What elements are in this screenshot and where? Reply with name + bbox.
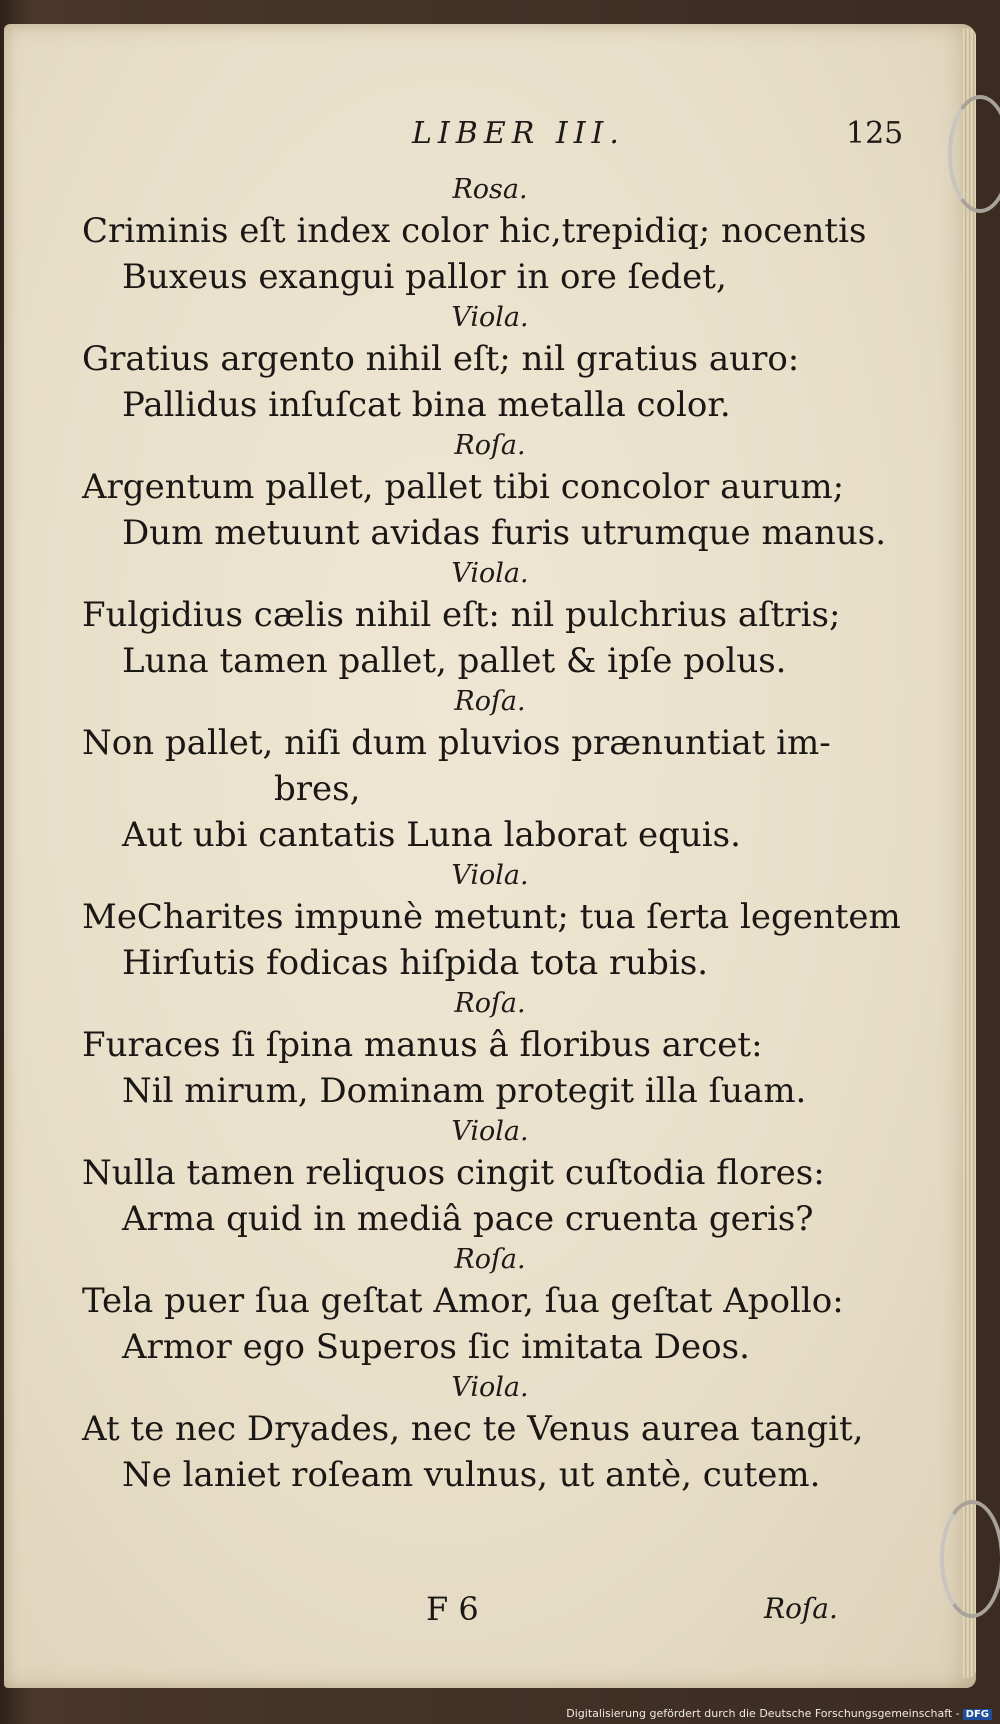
page-number: 125 (846, 116, 904, 151)
speaker-label: Viola. (451, 1116, 529, 1147)
page-edge (962, 28, 976, 1678)
book-page (4, 24, 976, 1688)
stanza-2 (4, 300, 976, 428)
verse-line: Tela puer ſua geſtat Amor, ſua geſtat Apollo: (82, 1281, 844, 1321)
verse-line: Luna tamen pallet, pallet & ipſe polus. (122, 641, 787, 681)
verse-line: Nil mirum, Dominam protegit illa ſuam. (122, 1071, 807, 1111)
verse-line: Fulgidius cælis nihil eſt: nil pulchrius aſtris; (82, 595, 841, 635)
stanza-8 (4, 1114, 976, 1242)
stanza-9 (4, 1242, 976, 1370)
stanza-4 (4, 556, 976, 684)
binding-clasp-bottom (940, 1500, 1000, 1618)
stanza-5 (4, 684, 976, 858)
speaker-label: Viola. (451, 558, 529, 589)
verse-line: Gratius argento nihil eſt; nil gratius auro: (82, 339, 800, 379)
catchword: Roſa. (764, 1592, 838, 1625)
speaker-label: Viola. (451, 860, 529, 891)
verse-line: Ne laniet roſeam vulnus, ut antè, cutem. (122, 1455, 821, 1495)
verse-line: At te nec Dryades, nec te Venus aurea tangit, (82, 1409, 864, 1449)
poem-text (4, 172, 976, 1498)
speaker-label: Viola. (451, 302, 529, 333)
verse-line-continuation: bres, (274, 769, 361, 809)
page-header (4, 116, 976, 156)
digitization-credit (566, 1707, 992, 1720)
speaker-label: Roſa. (454, 988, 526, 1019)
stanza-1 (4, 172, 976, 300)
running-title: LIBER III. (412, 116, 625, 151)
verse-line: MeCharites impunè metunt; tua ſerta legentem (82, 897, 901, 937)
verse-line: Nulla tamen reliquos cingit cuſtodia flores: (82, 1153, 825, 1193)
verse-line: Furaces ſi ſpina manus â floribus arcet: (82, 1025, 763, 1065)
speaker-label: Roſa. (454, 686, 526, 717)
verse-line: Argentum pallet, pallet tibi concolor aurum; (82, 467, 845, 507)
speaker-label: Roſa. (454, 1244, 526, 1275)
verse-line: Aut ubi cantatis Luna laborat equis. (122, 815, 741, 855)
speaker-label: Rosa. (452, 174, 528, 205)
stanza-10 (4, 1370, 976, 1498)
speaker-label: Roſa. (454, 430, 526, 461)
credit-text: Digitalisierung gefördert durch die Deutsche Forschungsgemeinschaft - (566, 1707, 960, 1720)
verse-line: Pallidus inſuſcat bina metalla color. (122, 385, 731, 425)
page-footer (4, 1590, 976, 1636)
dfg-logo: DFG (963, 1709, 992, 1720)
verse-line: Hirſutis fodicas hiſpida tota rubis. (122, 943, 709, 983)
signature-mark: F 6 (426, 1590, 479, 1628)
speaker-label: Viola. (451, 1372, 529, 1403)
verse-line: Arma quid in mediâ pace cruenta geris? (122, 1199, 814, 1239)
stanza-7 (4, 986, 976, 1114)
stanza-3 (4, 428, 976, 556)
verse-line: Buxeus exangui pallor in ore ſedet, (122, 257, 727, 297)
verse-line: Dum metuunt avidas furis utrumque manus. (122, 513, 887, 553)
verse-line: Non pallet, niſi dum pluvios prænuntiat im- (82, 723, 831, 763)
verse-line: Armor ego Superos ſic imitata Deos. (122, 1327, 750, 1367)
stanza-6 (4, 858, 976, 986)
verse-line: Criminis eſt index color hic,trepidiq; nocentis (82, 211, 867, 251)
